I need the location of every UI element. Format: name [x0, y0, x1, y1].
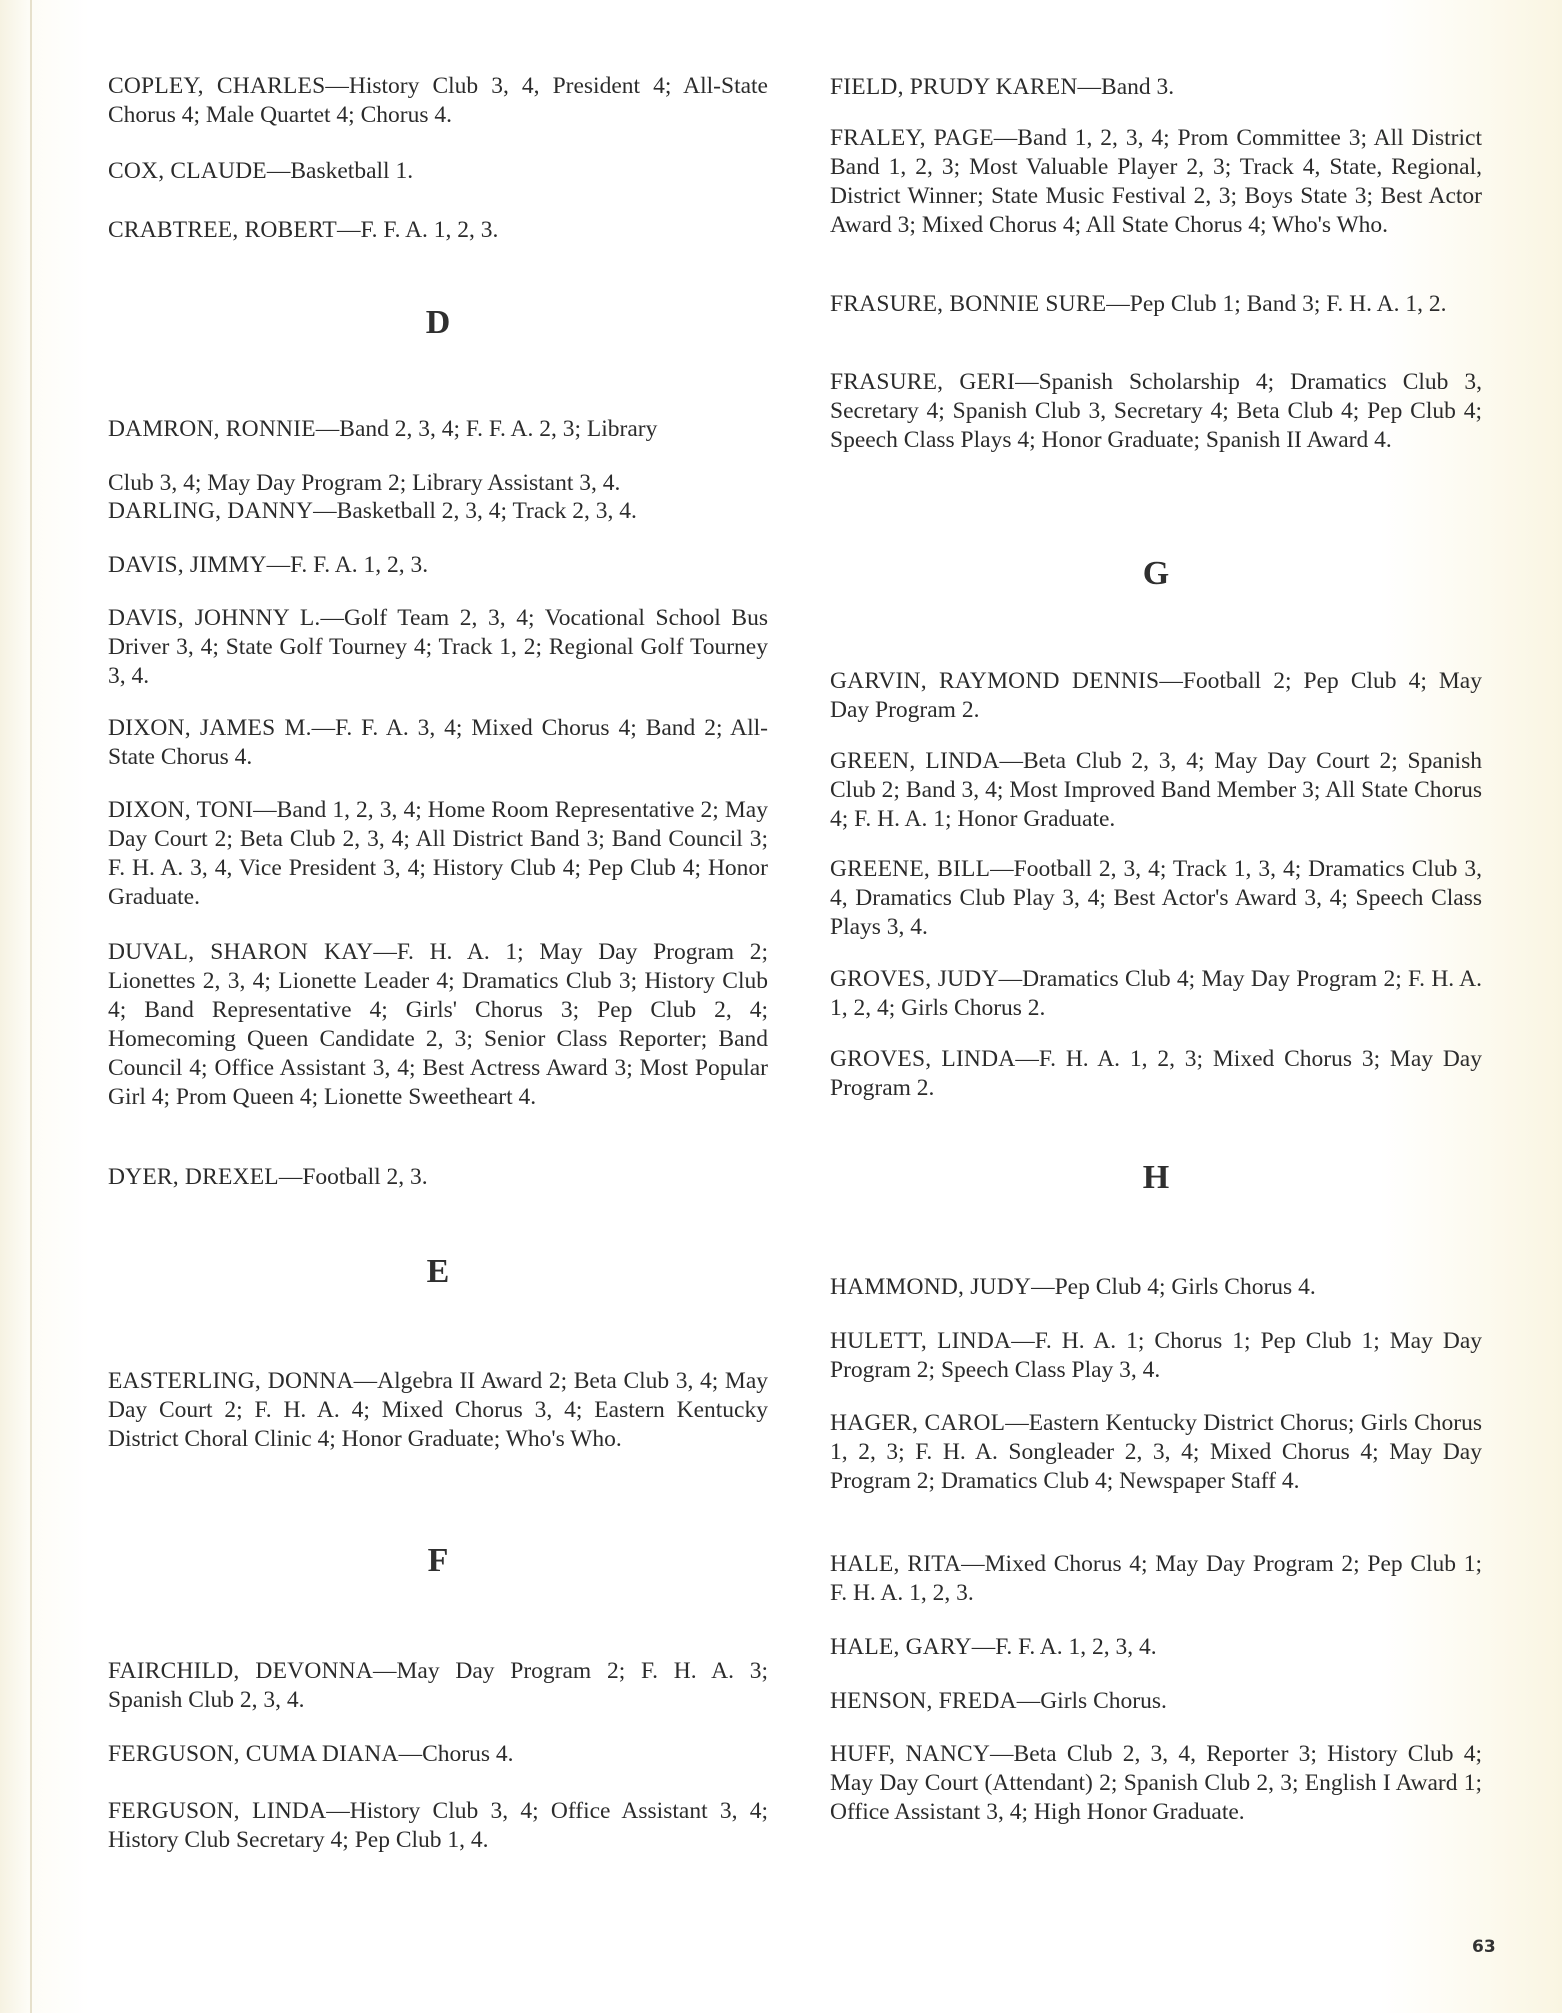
entry-name: HALE, RITA	[830, 1551, 962, 1577]
entry-activities: Basketball 2, 3, 4; Track 2, 3, 4.	[336, 498, 637, 524]
entry-name: COPLEY, CHARLES	[108, 73, 326, 99]
entry-damron-ronnie	[108, 415, 768, 444]
entry-name: CRABTREE, ROBERT	[108, 217, 337, 243]
entry-name: HENSON, FREDA	[830, 1688, 1017, 1714]
dash: —	[999, 748, 1023, 774]
dash: —	[961, 1551, 985, 1577]
entry-davis-johnny	[108, 604, 768, 691]
entry-activities: Band 1, 2, 3, 4; Home Room Representative 2; May Day Court 2; Beta Club 2, 3, 4; All District Band 3; Band Council 3; F. H. A. 3, 4, Vice President 3, 4; History Club 4; Pep Club 4; Honor Graduate.	[108, 797, 768, 910]
entry-activities: Chorus 4.	[422, 1741, 514, 1767]
entry-field-prudy-karen	[830, 73, 1482, 102]
entry-hager-carol	[830, 1409, 1482, 1496]
section-letter-d: D	[425, 304, 451, 341]
entry-name: DYER, DREXEL	[108, 1164, 279, 1190]
entry-damron-continuation	[108, 469, 768, 498]
entry-ferguson-linda	[108, 1797, 768, 1855]
dash: —	[971, 1634, 996, 1660]
entry-fairchild-devonna	[108, 1657, 768, 1715]
dash: —	[336, 217, 361, 243]
entry-name: DIXON, TONI	[108, 797, 254, 823]
dash: —	[1011, 1328, 1035, 1354]
dash: —	[398, 1741, 423, 1767]
entry-activities: Algebra II Award 2; Beta Club 3, 4; May Day Court 2; F. H. A. 4; Mixed Chorus 3, 4; Eastern Kentucky District Choral Clinic 4; Honor Graduate; Who's Who.	[108, 1368, 769, 1452]
entry-dyer-drexel	[108, 1163, 768, 1192]
dash: —	[1031, 1274, 1055, 1300]
dash: —	[1015, 369, 1039, 395]
entry-name: GROVES, LINDA	[830, 1046, 1016, 1072]
entry-name: GREEN, LINDA	[830, 748, 1000, 774]
entry-frasure-geri	[830, 368, 1482, 455]
dash: —	[325, 73, 349, 99]
entry-name: HALE, GARY	[830, 1634, 972, 1660]
entry-activities: Football 2, 3, 4; Track 1, 3, 4; Dramatics Club 3, 4, Dramatics Club Play 3, 4; Best Actor's Award 3, 4; Speech Class Plays 3, 4.	[830, 856, 1482, 940]
entry-activities: Basketball 1.	[290, 158, 414, 184]
entry-activities: Beta Club 2, 3, 4, Reporter 3; History Club 4; May Day Court (Attendant) 2; Spanish Club 2, 3; English I Award 1; Office Assistant 3, 4; High Honor Graduate.	[830, 1741, 1482, 1825]
entry-henson-freda	[830, 1687, 1482, 1716]
entry-activities: Golf Team 2, 3, 4; Vocational School Bus Driver 3, 4; State Golf Tourney 4; Track 1, 2; Regional Golf Tourney 3, 4.	[108, 605, 769, 689]
entry-name: DAMRON, RONNIE	[108, 416, 316, 442]
dash: —	[373, 1658, 397, 1684]
entry-name: GREENE, BILL	[830, 856, 991, 882]
entry-name: COX, CLAUDE	[108, 158, 267, 184]
entry-activities: Mixed Chorus 4; May Day Program 2; Pep Club 1; F. H. A. 1, 2, 3.	[830, 1551, 1482, 1606]
entry-activities: Band 1, 2, 3, 4; Prom Committee 3; All District Band 1, 2, 3; Most Valuable Player 2, 3; Track 4, State, Regional, District Winner; State Music Festival 2, 3; Boys State 3; Best Actor Award 3; Mixed Chorus 4; All State Chorus 4; Who's Who.	[830, 125, 1482, 238]
entry-garvin-raymond-dennis	[830, 667, 1482, 725]
entry-greene-bill	[830, 855, 1482, 942]
dash: —	[278, 1164, 303, 1190]
dash: —	[1005, 1410, 1029, 1436]
entry-activities: F. F. A. 3, 4; Mixed Chorus 4; Band 2; All-State Chorus 4.	[108, 715, 768, 770]
dash: —	[990, 856, 1014, 882]
entry-name: DARLING, DANNY	[108, 498, 314, 524]
entry-activities: Band 2, 3, 4; F. F. A. 2, 3; Library	[339, 416, 658, 442]
entry-activities: Pep Club 1; Band 3; F. H. A. 1, 2.	[1129, 291, 1447, 317]
dash: —	[1016, 1688, 1041, 1714]
section-letter-e: E	[426, 1253, 450, 1290]
entry-name: HAMMOND, JUDY	[830, 1274, 1032, 1300]
entry-hale-gary	[830, 1633, 1482, 1662]
entry-duval-sharon-kay	[108, 938, 768, 1112]
entry-huff-nancy	[830, 1740, 1482, 1827]
entry-activities: Dramatics Club 4; May Day Program 2; F. H. A. 1, 2, 4; Girls Chorus 2.	[830, 966, 1482, 1021]
dash: —	[313, 498, 337, 524]
entry-activities: History Club 3, 4, President 4; All-State Chorus 4; Male Quartet 4; Chorus 4.	[108, 73, 768, 128]
entry-name: HUFF, NANCY	[830, 1741, 991, 1767]
entry-name: FAIRCHILD, DEVONNA	[108, 1658, 374, 1684]
entry-copley-charles	[108, 72, 768, 130]
entry-name: DAVIS, JOHNNY L.	[108, 605, 321, 631]
section-letter-h: H	[1142, 1159, 1170, 1196]
entry-name: GARVIN, RAYMOND DENNIS	[830, 668, 1160, 694]
entry-name: GROVES, JUDY	[830, 966, 999, 992]
entry-easterling-donna	[108, 1367, 768, 1454]
entry-activities: Football 2; Pep Club 4; May Day Program 2.	[830, 668, 1482, 723]
dash: —	[373, 939, 397, 965]
dash: —	[266, 552, 291, 578]
entry-name: HAGER, CAROL	[830, 1410, 1006, 1436]
entry-name: FRASURE, BONNIE SURE	[830, 291, 1107, 317]
entry-activities: F. F. A. 1, 2, 3.	[290, 552, 429, 578]
entry-name: EASTERLING, DONNA	[108, 1368, 354, 1394]
entry-groves-linda	[830, 1045, 1482, 1103]
entry-name: FRASURE, GERI	[830, 369, 1016, 395]
dash: —	[1015, 1046, 1039, 1072]
entry-crabtree-robert	[108, 216, 768, 245]
dash: —	[320, 605, 344, 631]
entry-activities: F. H. A. 1, 2, 3; Mixed Chorus 3; May Day Program 2.	[830, 1046, 1482, 1101]
entry-frasure-bonnie-sure	[830, 290, 1482, 319]
entry-name: FERGUSON, LINDA	[108, 1798, 327, 1824]
entry-fraley-page	[830, 124, 1482, 240]
entry-activities: Football 2, 3.	[302, 1164, 428, 1190]
entry-name: DUVAL, SHARON KAY	[108, 939, 374, 965]
entry-activities: Band 3.	[1101, 74, 1175, 100]
dash: —	[1106, 291, 1130, 317]
entry-activities: Beta Club 2, 3, 4; May Day Court 2; Spanish Club 2; Band 3, 4; Most Improved Band Member 3; All State Chorus 4; F. H. A. 1; Honor Graduate.	[830, 748, 1482, 832]
dash: —	[990, 1741, 1014, 1767]
dash: —	[253, 797, 277, 823]
entry-name: DIXON, JAMES M.	[108, 715, 312, 741]
entry-name: FIELD, PRUDY KAREN	[830, 74, 1078, 100]
dash: —	[1077, 74, 1102, 100]
dash: —	[266, 158, 291, 184]
entry-groves-judy	[830, 965, 1482, 1023]
entry-cox-claude	[108, 157, 768, 186]
entry-name: FERGUSON, CUMA DIANA	[108, 1741, 399, 1767]
section-letter-g: G	[1142, 555, 1170, 592]
dash: —	[998, 966, 1023, 992]
entry-hammond-judy	[830, 1273, 1482, 1302]
entry-dixon-james	[108, 714, 768, 772]
entry-activities: Club 3, 4; May Day Program 2; Library Assistant 3, 4.	[108, 470, 621, 496]
entry-activities: History Club 3, 4; Office Assistant 3, 4; History Club Secretary 4; Pep Club 1, 4.	[108, 1798, 768, 1853]
entry-activities: Girls Chorus.	[1040, 1688, 1167, 1714]
entry-activities: Eastern Kentucky District Chorus; Girls Chorus 1, 2, 3; F. H. A. Songleader 2, 3, 4; Mixed Chorus 4; May Day Program 2; Dramatics Club 4; Newspaper Staff 4.	[830, 1410, 1482, 1494]
page-binding-edge	[30, 0, 32, 2013]
entry-name: FRALEY, PAGE	[830, 125, 994, 151]
section-letter-f: F	[427, 1542, 449, 1579]
entry-activities: Spanish Scholarship 4; Dramatics Club 3, Secretary 4; Spanish Club 3, Secretary 4; Beta Club 4; Pep Club 4; Speech Class Plays 4; Honor Graduate; Spanish II Award 4.	[830, 369, 1482, 453]
dash: —	[326, 1798, 350, 1824]
entry-ferguson-cuma-diana	[108, 1740, 768, 1769]
dash: —	[353, 1368, 378, 1394]
entry-activities: F. F. A. 1, 2, 3, 4.	[995, 1634, 1157, 1660]
entry-hale-rita	[830, 1550, 1482, 1608]
dash: —	[315, 416, 340, 442]
entry-activities: F. H. A. 1; May Day Program 2; Lionettes 2, 3, 4; Lionette Leader 4; Dramatics Club 3; History Club 4; Band Representative 4; Girls' Chorus 3; Pep Club 2, 4; Homecoming Queen Candidate 2, 3; Senior Class Reporter; Band Council 4; Office Assistant 3, 4; Best Actress Award 3; Most Popular Girl 4; Prom Queen 4; Lionette Sweetheart 4.	[108, 939, 768, 1110]
entry-activities: Pep Club 4; Girls Chorus 4.	[1054, 1274, 1316, 1300]
dash: —	[1159, 668, 1183, 694]
entry-activities: F. H. A. 1; Chorus 1; Pep Club 1; May Day Program 2; Speech Class Play 3, 4.	[830, 1328, 1483, 1383]
entry-activities: May Day Program 2; F. H. A. 3; Spanish Club 2, 3, 4.	[108, 1658, 768, 1713]
dash: —	[993, 125, 1018, 151]
dash: —	[311, 715, 336, 741]
entry-hulett-linda	[830, 1327, 1482, 1385]
entry-davis-jimmy	[108, 551, 768, 580]
entry-darling-danny	[108, 497, 768, 526]
entry-green-linda	[830, 747, 1482, 834]
page-number: 63	[1472, 1937, 1496, 1957]
entry-activities: F. F. A. 1, 2, 3.	[360, 217, 499, 243]
entry-name: HULETT, LINDA	[830, 1328, 1012, 1354]
entry-name: DAVIS, JIMMY	[108, 552, 267, 578]
entry-dixon-toni	[108, 796, 768, 912]
